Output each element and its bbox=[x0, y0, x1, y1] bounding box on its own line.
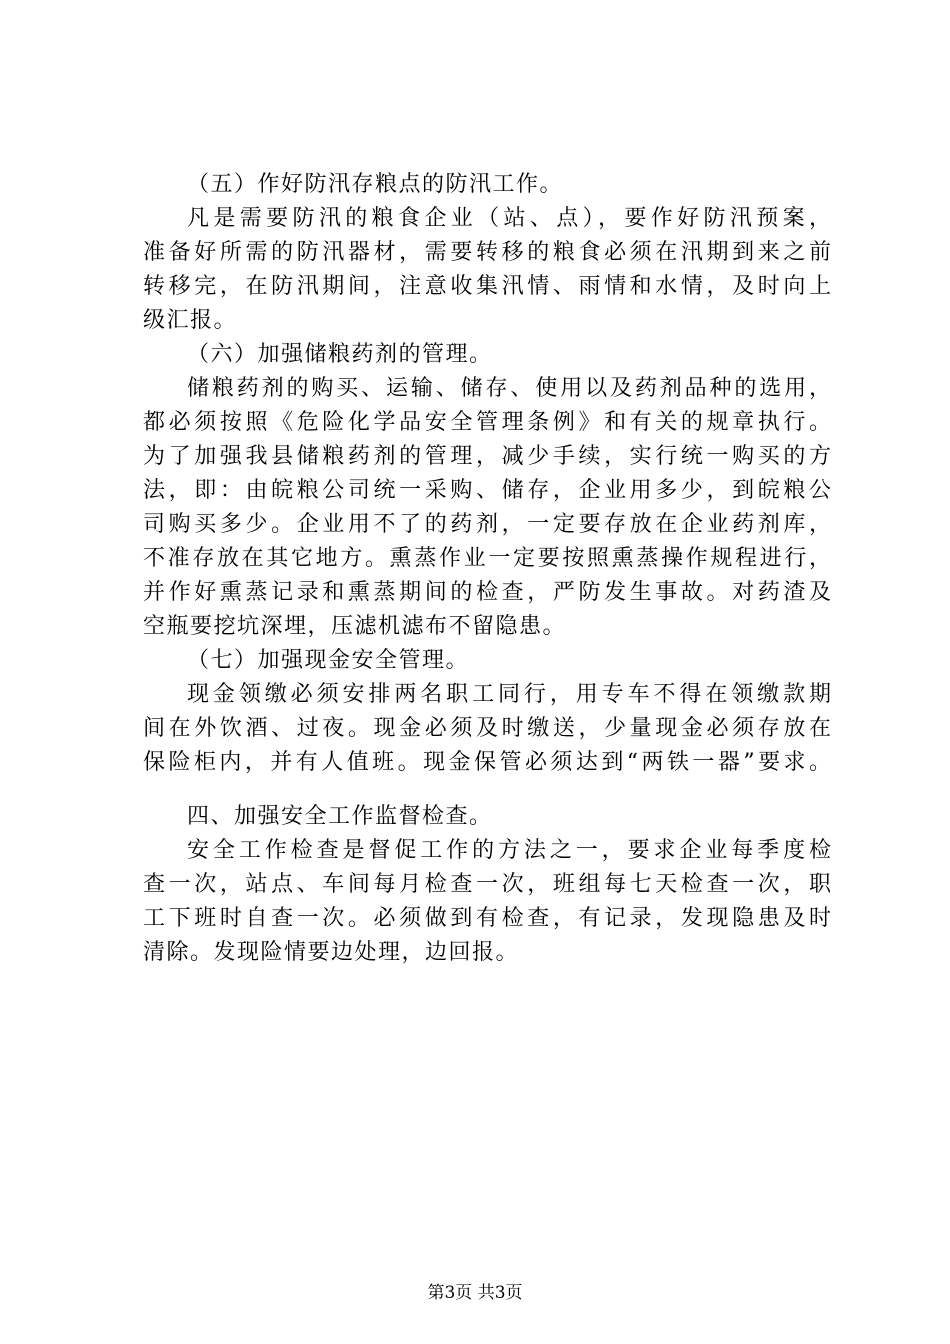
paragraph-line: 司购买多少。企业用不了的药剂，一定要存放在企业药剂库， bbox=[143, 512, 831, 537]
paragraph-line: 工下班时自查一次。必须做到有检查，有记录，发现隐患及时 bbox=[143, 906, 831, 931]
paragraph-line: 为了加强我县储粮药剂的管理，减少手续，实行统一购买的方 bbox=[143, 444, 831, 469]
section-heading: 四、加强安全工作监督检查。 bbox=[187, 804, 493, 829]
paragraph-line: 级汇报。 bbox=[143, 308, 238, 333]
section-heading: （五）作好防汛存粮点的防汛工作。 bbox=[187, 172, 564, 197]
paragraph-line: 保险柜内，并有人值班。现金保管必须达到“两铁一器”要求。 bbox=[143, 750, 831, 775]
paragraph-line: 现金领缴必须安排两名职工同行，用专车不得在领缴款期 bbox=[187, 682, 831, 707]
section-heading: （六）加强储粮药剂的管理。 bbox=[187, 342, 493, 367]
paragraph-line: 凡是需要防汛的粮食企业（站、点），要作好防汛预案， bbox=[187, 206, 831, 231]
page-footer: 第3页 共3页 bbox=[427, 1283, 523, 1303]
paragraph-line: 都必须按照《危险化学品安全管理条例》和有关的规章执行。 bbox=[143, 410, 831, 435]
paragraph-line: 准备好所需的防汛器材，需要转移的粮食必须在汛期到来之前 bbox=[143, 240, 831, 265]
paragraph-line: 储粮药剂的购买、运输、储存、使用以及药剂品种的选用， bbox=[187, 376, 831, 401]
paragraph-line: 安全工作检查是督促工作的方法之一，要求企业每季度检 bbox=[187, 838, 831, 863]
paragraph-gap bbox=[143, 780, 831, 800]
paragraph-line: 不准存放在其它地方。熏蒸作业一定要按照熏蒸操作规程进行， bbox=[143, 546, 831, 571]
paragraph-line: 并作好熏蒸记录和熏蒸期间的检查，严防发生事故。对药渣及 bbox=[143, 580, 831, 605]
document-body bbox=[143, 168, 831, 970]
paragraph-line: 清除。发现险情要边处理，边回报。 bbox=[143, 940, 520, 965]
paragraph-line: 转移完，在防汛期间，注意收集汛情、雨情和水情，及时向上 bbox=[143, 274, 831, 299]
paragraph-line: 间在外饮酒、过夜。现金必须及时缴送，少量现金必须存放在 bbox=[143, 716, 831, 741]
section-heading: （七）加强现金安全管理。 bbox=[187, 648, 470, 673]
paragraph-line: 查一次，站点、车间每月检查一次，班组每七天检查一次，职 bbox=[143, 872, 831, 897]
paragraph-line: 空瓶要挖坑深埋，压滤机滤布不留隐患。 bbox=[143, 614, 567, 639]
paragraph-line: 法，即：由皖粮公司统一采购、储存，企业用多少，到皖粮公 bbox=[143, 478, 831, 503]
